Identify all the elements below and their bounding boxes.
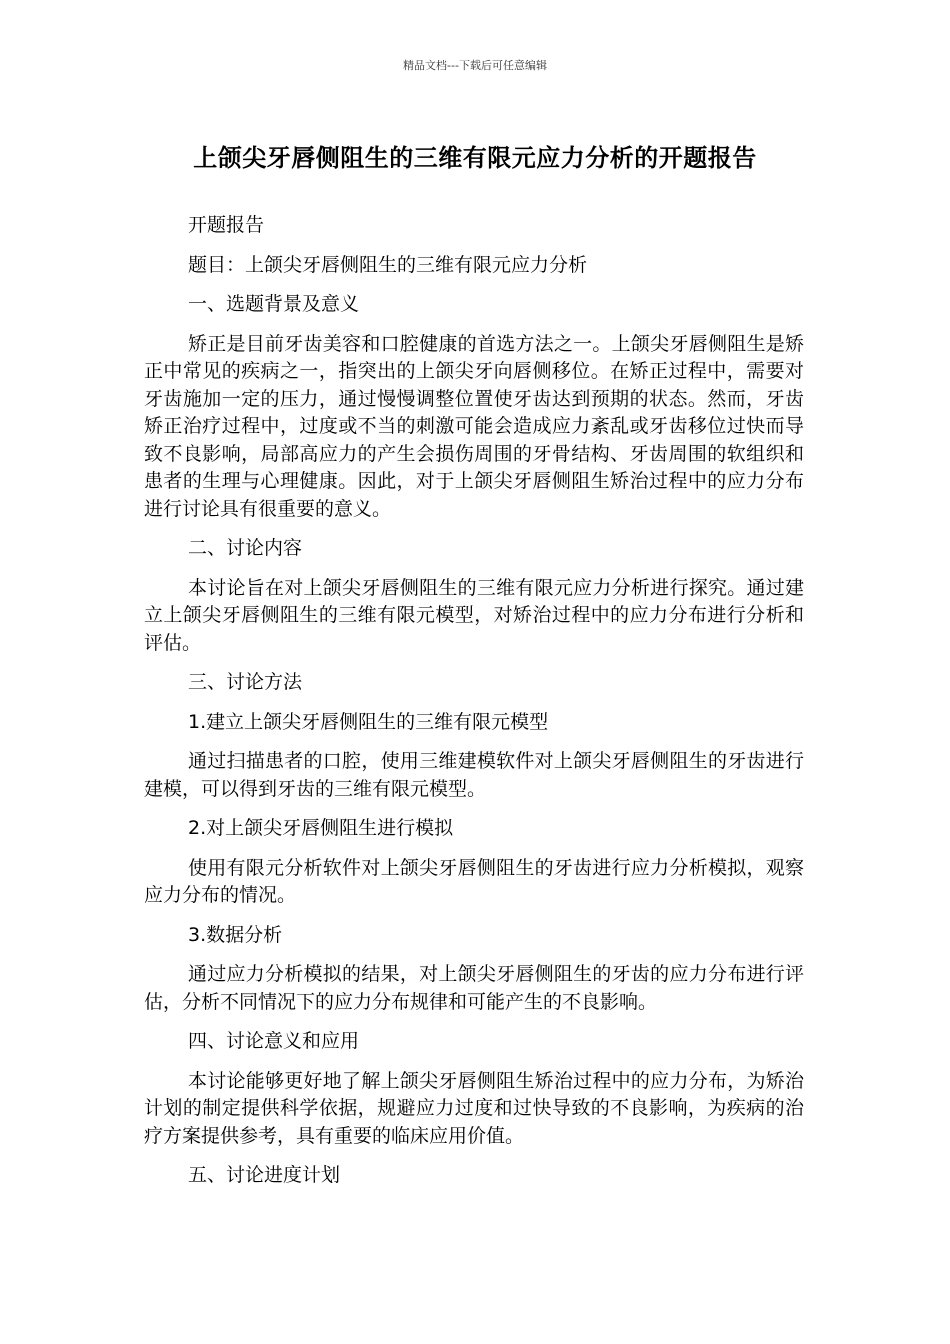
document-body (144, 212, 804, 1202)
document-title: 上颌尖牙唇侧阻生的三维有限元应力分析的开题报告 (193, 144, 757, 172)
body-paragraph: 矫正是目前牙齿美容和口腔健康的首选方法之一。上颌尖牙唇侧阻生是矫正中常见的疾病之一，指突出的上颌尖牙向唇侧移位。在矫正过程中，需要对牙齿施加一定的压力，通过慢慢调整位置使牙齿达到预期的状态。然而，牙齿矫正治疗过程中，过度或不当的刺激可能会造成应力紊乱或牙齿移位过快而导致不良影响，局部高应力的产生会损伤周围的牙骨结构、牙齿周围的软组织和患者的生理与心理健康。因此，对于上颌尖牙唇侧阻生矫治过程中的应力分布进行讨论具有很重要的意义。 (144, 332, 804, 520)
sub-heading: 3.数据分析 (188, 923, 283, 946)
section-heading: 三、讨论方法 (188, 671, 303, 693)
topic-line: 题目：上颌尖牙唇侧阻生的三维有限元应力分析 (188, 253, 588, 276)
section-heading: 四、讨论意义和应用 (188, 1030, 360, 1052)
section-label: 开题报告 (188, 214, 265, 236)
body-paragraph: 通过应力分析模拟的结果，对上颌尖牙唇侧阻生的牙齿的应力分布进行评估，分析不同情况下的应力分布规律和可能产生的不良影响。 (144, 963, 804, 1013)
body-paragraph: 本讨论能够更好地了解上颌尖牙唇侧阻生矫治过程中的应力分布，为矫治计划的制定提供科学依据，规避应力过度和过快导致的不良影响，为疾病的治疗方案提供参考，具有重要的临床应用价值。 (144, 1069, 804, 1147)
header-note: 精品文档---下载后可任意编辑 (403, 59, 547, 72)
body-paragraph: 通过扫描患者的口腔，使用三维建模软件对上颌尖牙唇侧阻生的牙齿进行建模，可以得到牙齿的三维有限元模型。 (144, 750, 804, 800)
section-heading: 二、讨论内容 (188, 537, 303, 559)
section-heading: 五、讨论进度计划 (188, 1164, 341, 1186)
sub-heading: 1.建立上颌尖牙唇侧阻生的三维有限元模型 (188, 710, 549, 733)
section-heading: 一、选题背景及意义 (188, 293, 360, 315)
body-paragraph: 使用有限元分析软件对上颌尖牙唇侧阻生的牙齿进行应力分析模拟，观察应力分布的情况。 (144, 856, 804, 906)
body-paragraph: 本讨论旨在对上颌尖牙唇侧阻生的三维有限元应力分析进行探究。通过建立上颌尖牙唇侧阻生的三维有限元模型，对矫治过程中的应力分布进行分析和评估。 (144, 576, 804, 654)
sub-heading: 2.对上颌尖牙唇侧阻生进行模拟 (188, 817, 454, 839)
